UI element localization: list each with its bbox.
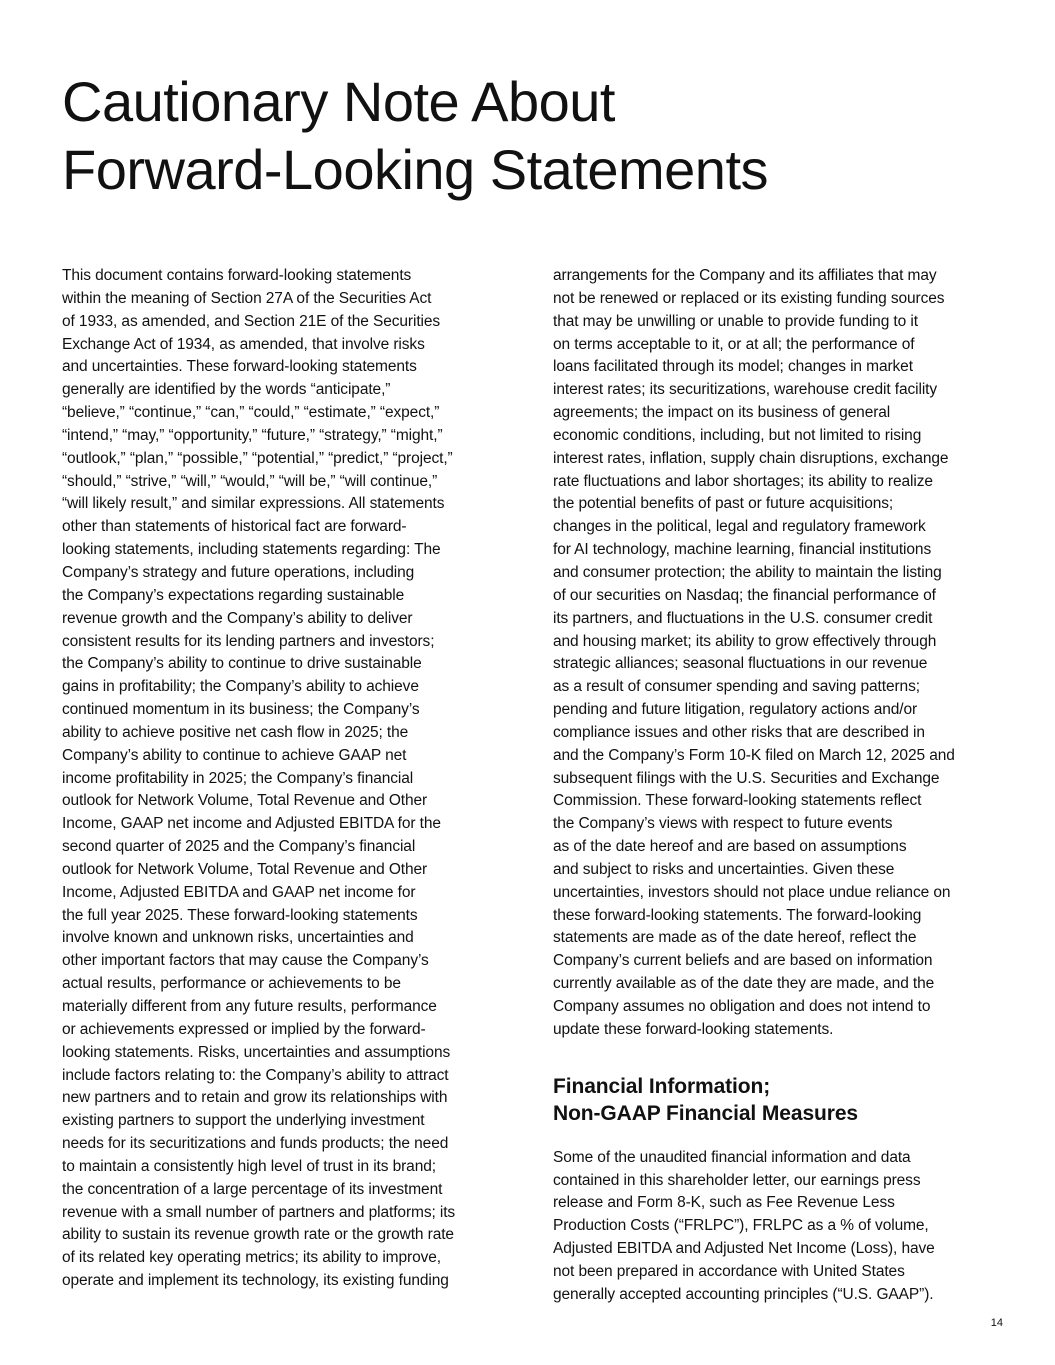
text-line: economic conditions, including, but not limited to rising [553,426,922,444]
text-line: Company’s strategy and future operations, including [62,563,415,581]
text-line: or achievements expressed or implied by the forward- [62,1020,426,1038]
section-heading-line-1: Financial Information; [553,1074,771,1098]
text-line: interest rates; its securitizations, warehouse credit facility [553,381,938,399]
text-line: “should,” “strive,” “will,” “would,” “will be,” “will continue,” [62,472,438,490]
text-line: Some of the unaudited financial information and data [553,1148,911,1166]
text-line: Income, GAAP net income and Adjusted EBITDA for the [62,815,441,833]
section-heading-line-2: Non-GAAP Financial Measures [553,1101,858,1125]
text-line: to maintain a consistently high level of trust in its brand; [62,1157,436,1175]
text-line: as a result of consumer spending and saving patterns; [553,678,920,696]
text-line: Income, Adjusted EBITDA and GAAP net income for [62,883,416,901]
text-line: Company assumes no obligation and does not intend to [553,998,931,1015]
text-line: and the Company’s Form 10-K filed on March 12, 2025 and [553,746,955,764]
text-line: consistent results for its lending partners and investors; [62,632,435,650]
right-column-paragraph [553,265,998,1042]
text-line: the potential benefits of past or future acquisitions; [553,495,894,513]
left-column-paragraph [62,265,507,1293]
text-line: agreements; the impact on its business of general [553,404,891,422]
text-line: generally are identified by the words “anticipate,” [62,381,391,399]
text-line: Commission. These forward-looking statements reflect [553,792,922,810]
text-line: within the meaning of Section 27A of the Securities Act [62,289,432,307]
text-line: materially different from any future results, performance [62,998,437,1015]
page-number: 14 [990,1317,1003,1329]
text-line: update these forward-looking statements. [553,1020,834,1038]
text-line: involve known and unknown risks, uncertainties and [62,929,414,947]
page-title-line-2: Forward-Looking Statements [62,138,769,201]
text-line: other than statements of historical fact are forward- [62,518,407,536]
text-line: continued momentum in its business; the Company’s [62,701,420,719]
text-line: outlook for Network Volume, Total Revenue and Other [62,860,428,878]
text-line: changes in the political, legal and regulatory framework [553,518,926,536]
page-title [62,68,962,204]
text-line: This document contains forward-looking statements [62,267,412,284]
text-line: as of the date hereof and are based on assumptions [553,838,907,856]
text-line: the Company’s views with respect to future events [553,815,893,833]
text-line: pending and future litigation, regulatory actions and/or [553,701,918,719]
text-line: not be renewed or replaced or its existing funding sources [553,289,945,307]
text-line: income profitability in 2025; the Company’s financial [62,769,414,787]
text-line: Exchange Act of 1934, as amended, that involve risks [62,335,425,353]
text-line: not been prepared in accordance with United States [553,1262,905,1280]
text-line: and consumer protection; the ability to maintain the listing [553,563,942,581]
text-line: “intend,” “may,” “opportunity,” “future,” “strategy,” “might,” [62,426,443,444]
text-line: Company’s ability to continue to achieve GAAP net [62,746,407,764]
text-line: needs for its securitizations and funds products; the need [62,1135,449,1153]
text-line: loans facilitated through its model; changes in market [553,358,913,376]
text-line: release and Form 8-K, such as Fee Revenue Less [553,1194,895,1212]
section-heading [553,1073,998,1127]
text-line: gains in profitability; the Company’s ability to achieve [62,678,419,696]
text-line: these forward-looking statements. The forward-looking [553,906,922,924]
text-line: ability to achieve positive net cash flow in 2025; the [62,723,409,741]
text-line: ability to sustain its revenue growth rate or the growth rate [62,1226,454,1244]
text-line: include factors relating to: the Company’s ability to attract [62,1066,449,1084]
text-line: “outlook,” “plan,” “possible,” “potential,” “predict,” “project,” [62,449,453,467]
text-line: looking statements. Risks, uncertainties and assumptions [62,1043,451,1061]
text-line: uncertainties, investors should not place undue reliance on [553,883,951,901]
text-line: subsequent filings with the U.S. Securities and Exchange [553,769,940,787]
text-line: rate fluctuations and labor shortages; its ability to realize [553,472,933,490]
text-line: outlook for Network Volume, Total Revenue and Other [62,792,428,810]
text-line: Production Costs (“FRLPC”), FRLPC as a % of volume, [553,1217,929,1235]
text-line: revenue growth and the Company’s ability to deliver [62,609,413,627]
text-line: on terms acceptable to it, or at all; the performance of [553,335,915,353]
section-paragraph [553,1147,998,1307]
text-line: existing partners to support the underlying investment [62,1112,425,1130]
text-line: of our securities on Nasdaq; the financial performance of [553,586,936,604]
text-line: of its related key operating metrics; its ability to improve, [62,1249,441,1267]
text-line: the Company’s ability to continue to drive sustainable [62,655,422,673]
right-column [553,265,998,1307]
text-line: Adjusted EBITDA and Adjusted Net Income (Loss), have [553,1240,935,1258]
text-line: arrangements for the Company and its affiliates that may [553,267,937,284]
text-line: compliance issues and other risks that are described in [553,723,925,741]
text-line: revenue with a small number of partners and platforms; its [62,1203,456,1221]
text-line: strategic alliances; seasonal fluctuations in our revenue [553,655,928,673]
text-line: contained in this shareholder letter, our earnings press [553,1171,921,1189]
text-line: for AI technology, machine learning, financial institutions [553,541,932,559]
text-line: its partners, and fluctuations in the U.S. consumer credit [553,609,933,627]
text-line: of 1933, as amended, and Section 21E of the Securities [62,312,441,330]
text-line: looking statements, including statements regarding: The [62,541,441,559]
text-line: that may be unwilling or unable to provide funding to it [553,312,918,330]
text-line: “believe,” “continue,” “can,” “could,” “estimate,” “expect,” [62,404,440,422]
text-line: and uncertainties. These forward-looking statements [62,358,417,376]
text-line: the Company’s expectations regarding sustainable [62,586,405,604]
text-line: generally accepted accounting principles (“U.S. GAAP”). [553,1285,934,1303]
text-line: and housing market; its ability to grow effectively through [553,632,937,650]
text-line: currently available as of the date they are made, and the [553,975,935,993]
text-line: Company’s current beliefs and are based on information [553,952,933,970]
text-line: and subject to risks and uncertainties. Given these [553,860,895,878]
text-line: the concentration of a large percentage of its investment [62,1180,443,1198]
text-line: second quarter of 2025 and the Company’s financial [62,838,416,856]
page-title-line-1: Cautionary Note About [62,70,615,133]
text-line: other important factors that may cause the Company’s [62,952,429,970]
text-line: “will likely result,” and similar expressions. All statements [62,495,445,513]
text-line: new partners and to retain and grow its relationships with [62,1089,448,1107]
text-line: actual results, performance or achievements to be [62,975,401,993]
text-line: operate and implement its technology, its existing funding [62,1272,449,1290]
text-line: the full year 2025. These forward-looking statements [62,906,418,924]
text-line: interest rates, inflation, supply chain disruptions, exchange [553,449,949,467]
text-line: statements are made as of the date hereof, reflect the [553,929,917,947]
